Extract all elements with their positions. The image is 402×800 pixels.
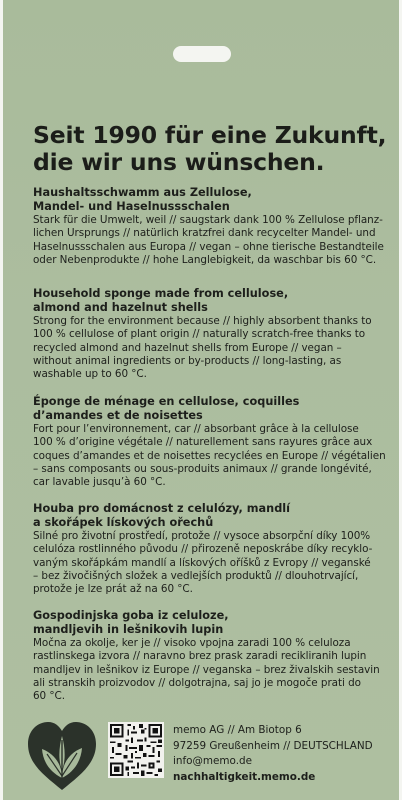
section-body-line: lichen Ursprungs // natürlich kratzfrei dank recycelter Mandel- und bbox=[33, 227, 376, 240]
section-body-line: Fort pour l’environnement, car // absorbant grâce à la cellulose bbox=[33, 423, 359, 435]
section-body-line: 60 °C. bbox=[33, 690, 65, 703]
section-title bbox=[33, 609, 397, 637]
section-title bbox=[33, 395, 397, 423]
section-body bbox=[33, 423, 397, 489]
section-title-line: d’amandes et de noisettes bbox=[33, 409, 203, 422]
website-link[interactable]: nachhaltigkeit.memo.de bbox=[173, 770, 316, 783]
section-body-line: mandljev in lešnikov iz Europe // veganska – brez živalskih sestavin bbox=[33, 663, 380, 676]
section-title-line: Household sponge made from cellulose, bbox=[33, 287, 289, 300]
section-czech bbox=[33, 502, 397, 596]
section-body bbox=[33, 214, 397, 267]
section-body-line: Strong for the environment because // highly absorbent thanks to bbox=[33, 315, 372, 327]
section-title bbox=[33, 186, 397, 214]
section-body-line: oder Nebenprodukte // hohe Langlebigkeit, da waschbar bis 60 °C. bbox=[33, 253, 377, 266]
section-title-line: Éponge de ménage en cellulose, coquilles bbox=[33, 395, 300, 408]
headline-line-2: die wir uns wünschen. bbox=[33, 148, 325, 176]
section-body-line: 100 % cellulose of plant origin // naturally scratch-free thanks to bbox=[33, 328, 366, 341]
section-body-line: – bez živočišných složek a vedlejších produktů // dlouhotrvající, bbox=[33, 569, 359, 582]
section-title-line: Haushaltsschwamm aus Zellulose, bbox=[33, 186, 252, 199]
heart-leaves-logo-icon bbox=[25, 720, 99, 792]
section-german bbox=[33, 186, 397, 267]
section-title-line: Houba pro domácnost z celulózy, mandlí bbox=[33, 502, 291, 515]
company-line: memo AG // Am Biotop 6 bbox=[173, 724, 302, 736]
section-english bbox=[33, 287, 397, 381]
packaging-card bbox=[3, 0, 399, 800]
section-french bbox=[33, 395, 397, 489]
section-title-line: a skořápek lískových ořechů bbox=[33, 516, 214, 529]
section-title bbox=[33, 287, 397, 315]
headline bbox=[33, 122, 395, 176]
email-link[interactable]: info@memo.de bbox=[173, 755, 252, 767]
section-body-line: coques d’amandes et de noisettes recyclées en Europe // végétalien bbox=[33, 449, 386, 462]
section-body-line: washable up to 60 °C. bbox=[33, 368, 147, 381]
section-body bbox=[33, 530, 397, 596]
section-body-line: – sans composants ou sous-produits animaux // grande longévité, bbox=[33, 462, 372, 475]
section-title bbox=[33, 502, 397, 530]
section-body bbox=[33, 315, 397, 381]
section-slovenian bbox=[33, 609, 397, 703]
city-line: 97259 Greußenheim // DEUTSCHLAND bbox=[173, 739, 373, 752]
section-body bbox=[33, 637, 397, 703]
company-address bbox=[173, 723, 401, 785]
section-body-line: ali stranskih proizvodov // dolgotrajna, saj jo je mogoče prati do bbox=[33, 676, 361, 689]
section-body-line: rastlinskega izvora // naravno brez prask zaradi recikliranih lupin bbox=[33, 650, 367, 663]
section-body-line: protože je lze prát až na 60 °C. bbox=[33, 583, 193, 596]
section-body-line: recycled almond and hazelnut shells from Europe // vegan – bbox=[33, 341, 342, 354]
section-body-line: Močna za okolje, ker je // visoko vpojna zaradi 100 % celuloza bbox=[33, 637, 351, 649]
section-body-line: 100 % d’origine végétale // naturellement sans rayures grâce aux bbox=[33, 436, 373, 449]
section-title-line: Mandel- und Haselnussschalen bbox=[33, 200, 230, 213]
section-title-line: Gospodinjska goba iz celuloze, bbox=[33, 609, 229, 622]
section-title-line: mandljevih in lešnikovih lupin bbox=[33, 623, 224, 636]
section-body-line: Stark für die Umwelt, weil // saugstark dank 100 % Zellulose pflanz- bbox=[33, 214, 383, 226]
hanger-hole bbox=[173, 46, 231, 62]
section-body-line: Silné pro životní prostředí, protože // vysoce absorpční díky 100% bbox=[33, 530, 371, 542]
section-body-line: celulóza rostlinného původu // přirozeně neposkrábe díky recyklo- bbox=[33, 543, 373, 556]
section-body-line: without animal ingredients or by-products // long-lasting, as bbox=[33, 354, 342, 367]
section-body-line: car lavable jusqu’à 60 °C. bbox=[33, 476, 166, 489]
headline-line-1: Seit 1990 für eine Zukunft, bbox=[33, 121, 387, 149]
section-body-line: vaným skořápkám mandlí a lískových oříšků z Evropy // veganské bbox=[33, 556, 371, 569]
qr-code-icon[interactable] bbox=[108, 722, 164, 778]
section-body-line: Haselnussschalen aus Europa // vegan – ohne tierische Bestandteile bbox=[33, 240, 384, 253]
section-title-line: almond and hazelnut shells bbox=[33, 301, 208, 314]
